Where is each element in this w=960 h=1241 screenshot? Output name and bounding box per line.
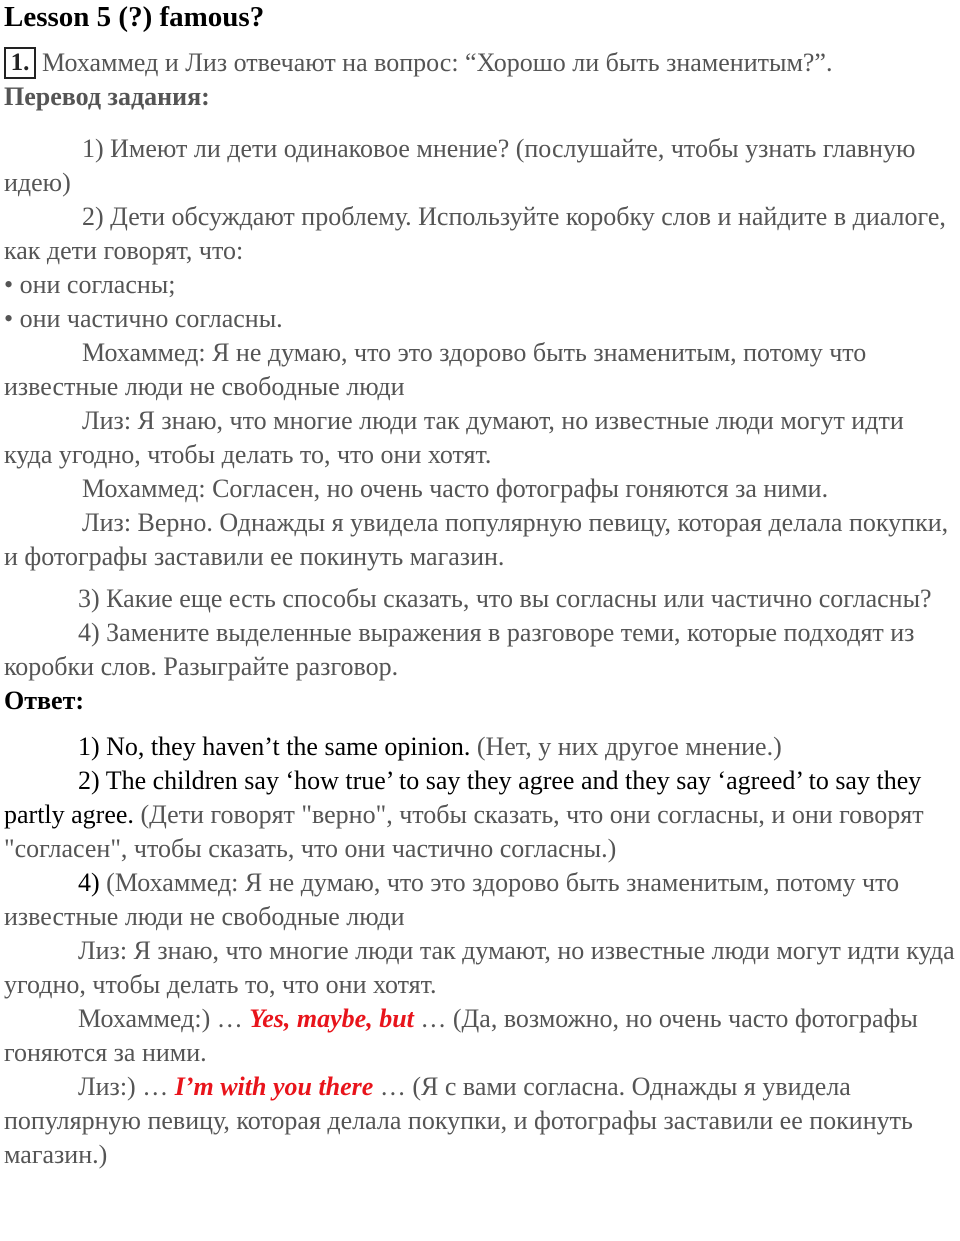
answer-item-1 xyxy=(4,730,956,764)
answer-4-line-3-suffix: … (Да, возможно, но очень часто фотографы гоняются за ними. xyxy=(4,1004,918,1067)
answer-item-4 xyxy=(4,866,956,934)
answer-1-english: 1) No, they haven’t the same opinion. xyxy=(78,732,471,761)
task-text: Мохаммед и Лиз отвечают на вопрос: “Хорошо ли быть знаменитым?”. xyxy=(42,48,833,77)
answer-4-line-3 xyxy=(4,1002,956,1070)
answer-4-number: 4) xyxy=(78,868,100,897)
task-number-badge: 1. xyxy=(4,47,36,79)
answer-4-line-3-prefix: Мохаммед:) … xyxy=(78,1004,250,1033)
translation-bullet-1: • они согласны; xyxy=(4,270,176,299)
answer-4-line-4-prefix: Лиз:) … xyxy=(78,1072,175,1101)
translation-dialog-4: Лиз: Верно. Однажды я увидела популярную певицу, которая делала покупки, и фотографы заставили ее покинуть магазин. xyxy=(4,508,949,571)
highlighted-phrase-2: I’m with you there xyxy=(174,1072,374,1101)
highlighted-phrase-1: Yes, maybe, but xyxy=(249,1004,414,1033)
answer-4-line-2: Лиз: Я знаю, что многие люди так думают, но известные люди могут идти куда угодно, чтобы делать то, что они хотят. xyxy=(4,936,955,999)
translation-dialog-1: Мохаммед: Я не думаю, что это здорово быть знаменитым, потому что известные люди не свободные люди xyxy=(4,338,867,401)
translation-heading: Перевод задания: xyxy=(4,82,210,111)
answer-2-english: 2) The children say ‘how true’ to say they agree and they say ‘agreed’ to say they partly agree. xyxy=(4,766,922,829)
translation-item-3: 3) Какие еще есть способы сказать, что вы согласны или частично согласны? xyxy=(78,584,932,613)
answer-1-russian: (Нет, у них другое мнение.) xyxy=(470,732,782,761)
answer-4-line-4-suffix: … (Я с вами согласна. Однажды я увидела популярную певицу, которая делала покупки, и фотографы заставили ее покинуть магазин.) xyxy=(4,1072,913,1169)
translation-bullet-2: • они частично согласны. xyxy=(4,304,283,333)
answer-block xyxy=(4,730,956,1172)
translation-item-1: 1) Имеют ли дети одинаковое мнение? (послушайте, чтобы узнать главную идею) xyxy=(4,134,916,197)
lesson-title: Lesson 5 (?) famous? xyxy=(4,1,265,33)
translation-dialog-3: Мохаммед: Согласен, но очень часто фотографы гоняются за ними. xyxy=(82,474,829,503)
translation-item-4: 4) Замените выделенные выражения в разговоре теми, которые подходят из коробки слов. Разыграйте разговор. xyxy=(4,618,915,681)
task-statement xyxy=(4,46,956,80)
answer-heading: Ответ: xyxy=(4,686,85,715)
translation-block xyxy=(4,132,956,684)
answer-4-line-1: (Мохаммед: Я не думаю, что это здорово быть знаменитым, потому что известные люди не свободные люди xyxy=(4,868,900,931)
answer-item-2 xyxy=(4,764,956,866)
answer-2-russian: (Дети говорят "верно", чтобы сказать, что они согласны, и они говорят "согласен", чтобы сказать, что они частично согласны.) xyxy=(4,800,924,863)
translation-item-2: 2) Дети обсуждают проблему. Используйте коробку слов и найдите в диалоге, как дети говорят, что: xyxy=(4,202,946,265)
translation-dialog-2: Лиз: Я знаю, что многие люди так думают, но известные люди могут идти куда угодно, чтобы делать то, что они хотят. xyxy=(4,406,904,469)
answer-4-line-4 xyxy=(4,1070,956,1172)
